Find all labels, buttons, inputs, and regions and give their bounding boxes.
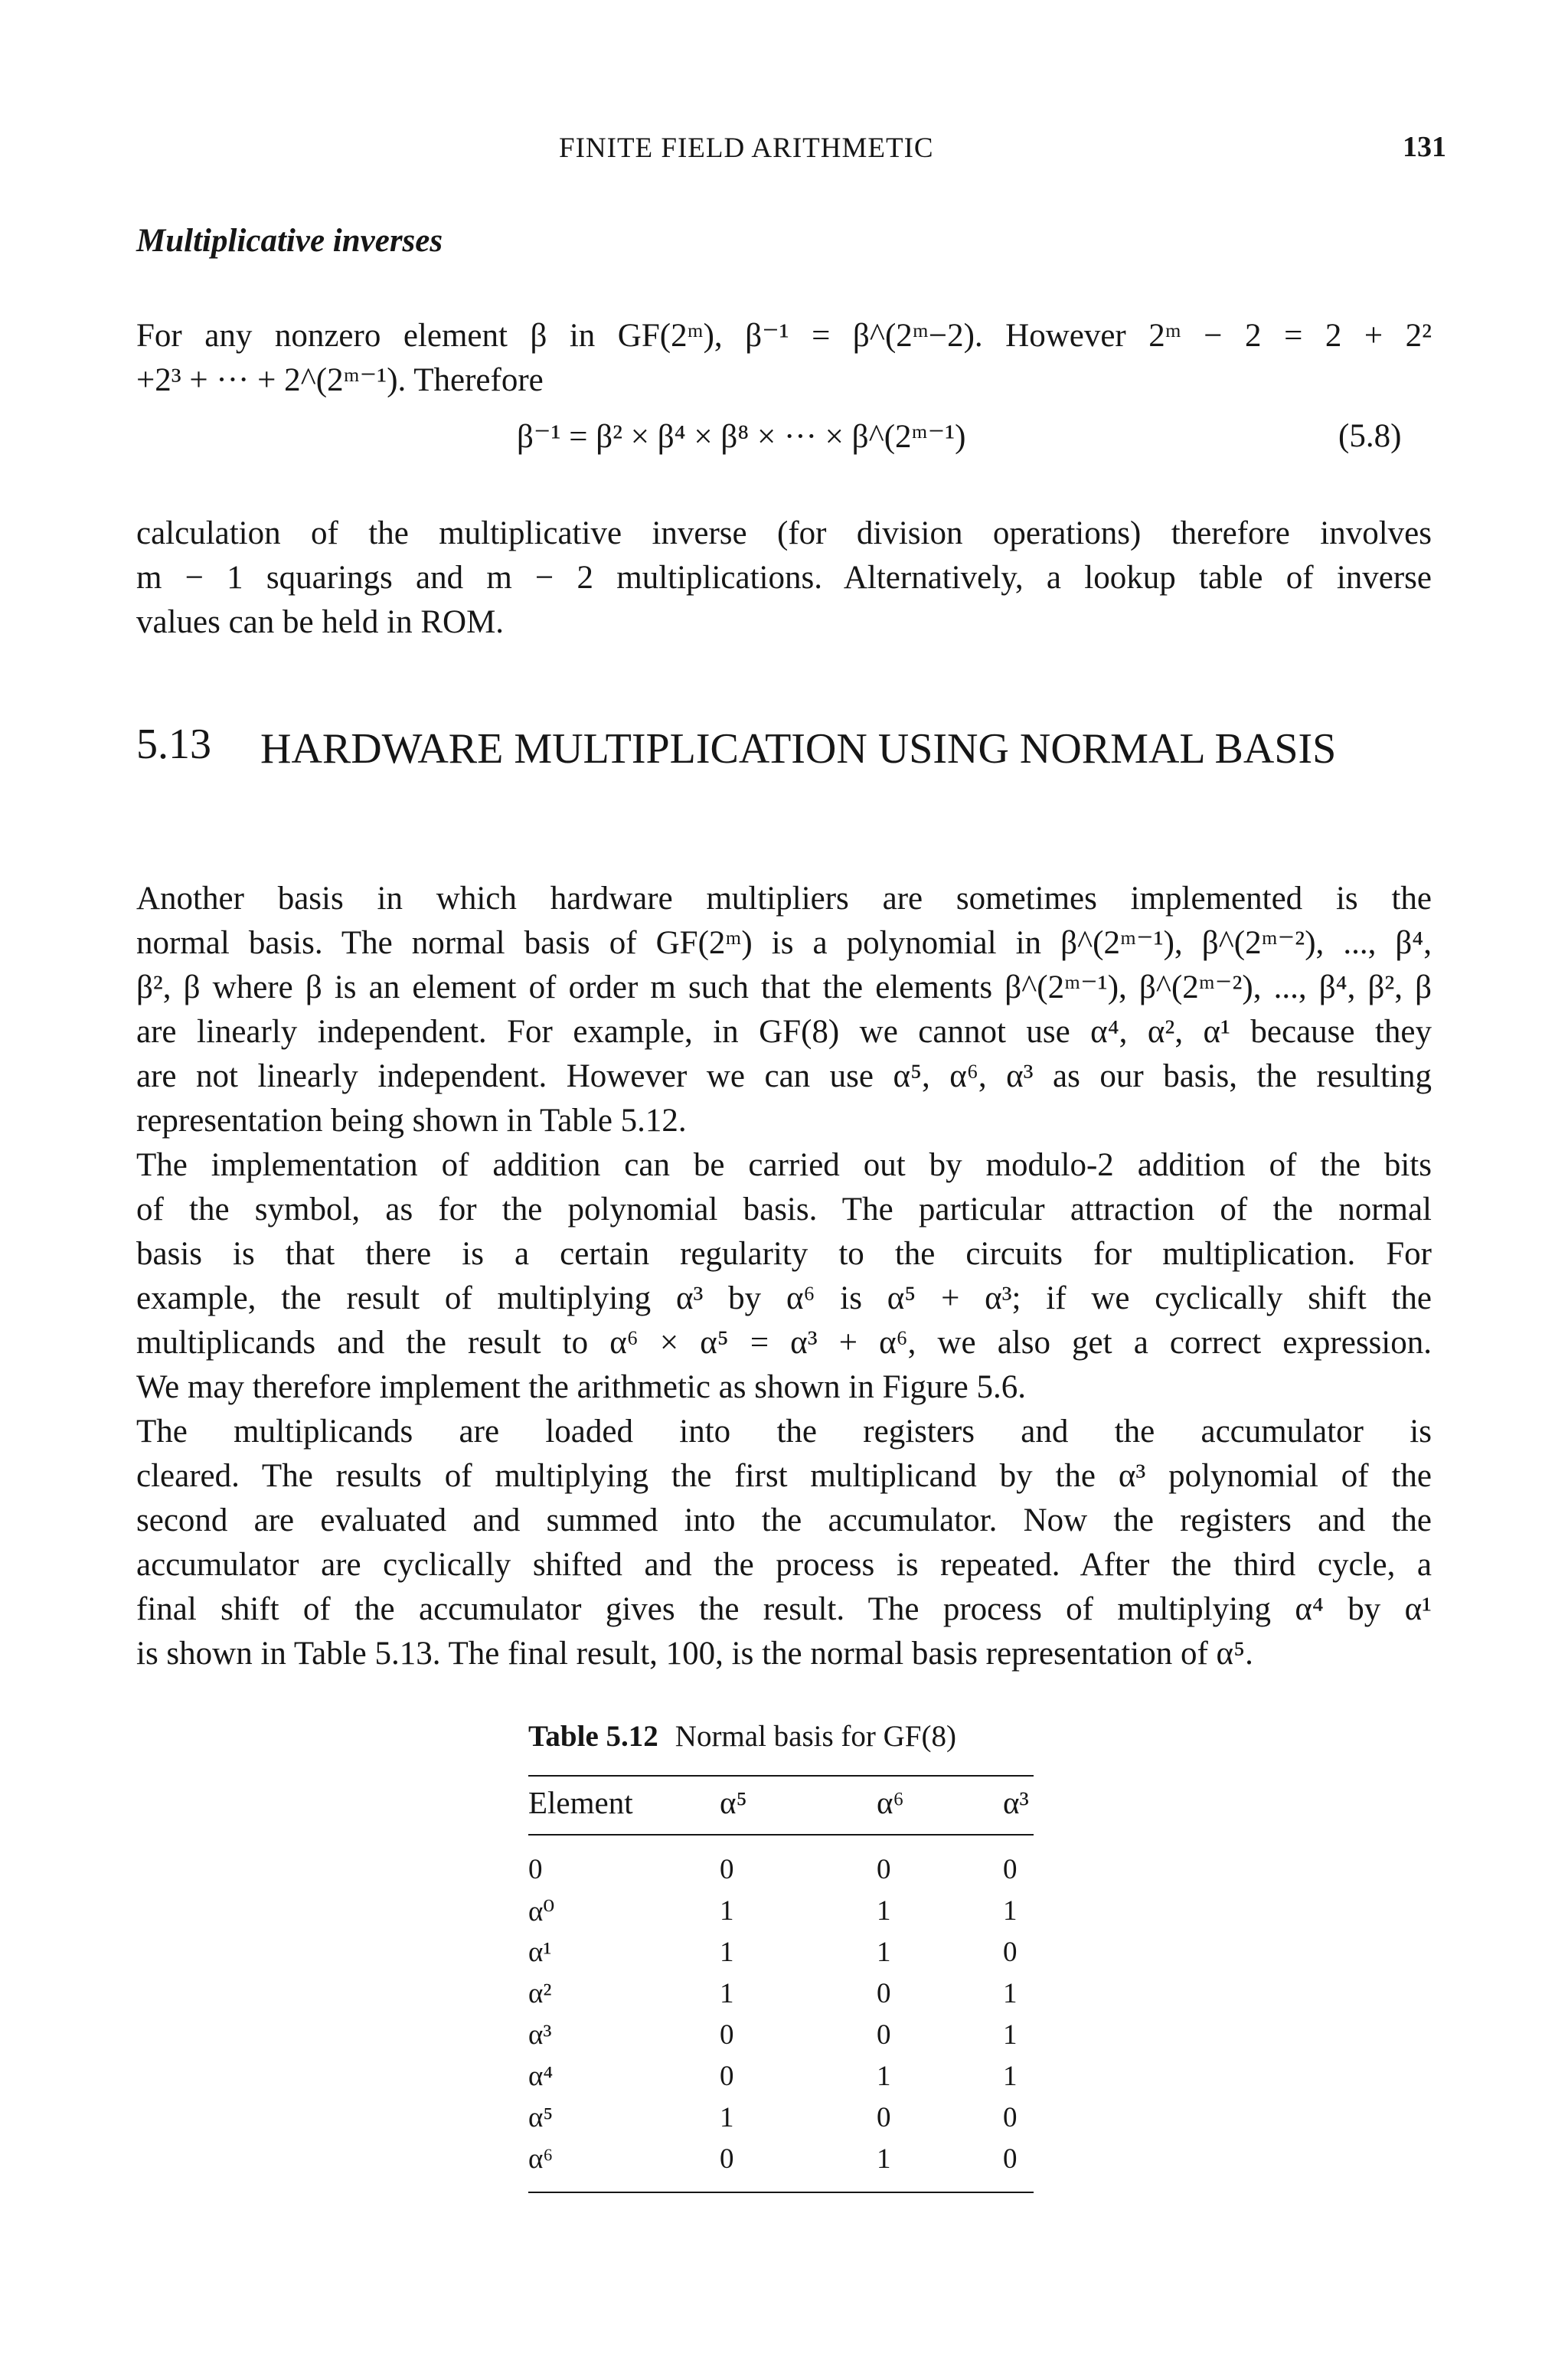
table-cell: 0 (720, 2019, 734, 2051)
table-caption (528, 1719, 956, 1754)
table-cell: 1 (877, 2143, 891, 2175)
table-header-cell: α⁵ (720, 1785, 747, 1820)
table-cell: 0 (528, 1854, 543, 1885)
table-header-row (528, 1784, 1034, 1830)
subsection-title: Multiplicative inverses (136, 223, 443, 259)
table-header-rule (528, 1834, 1034, 1836)
table-cell: 1 (877, 1895, 891, 1927)
table-cell: 1 (1003, 1978, 1018, 2009)
table-cell: 1 (720, 1895, 734, 1927)
text-line: representation being shown in Table 5.12. (136, 1103, 687, 1139)
text-line: cleared. The results of multiplying the first multiplicand by the α³ polynomial of the (136, 1458, 1432, 1494)
text-line: accumulator are cyclically shifted and the process is repeated. After the third cycle, a (136, 1547, 1432, 1583)
table-bottom-rule (528, 2192, 1034, 2193)
table-cell: 0 (1003, 2102, 1018, 2133)
text-line: calculation of the multiplicative inverse (for division operations) therefore involves (136, 515, 1432, 551)
page-number: 131 (1403, 131, 1446, 163)
multiplication-process-paragraph (136, 1410, 1432, 1676)
text-line: m − 1 squarings and m − 2 multiplications. Alternatively, a lookup table of inverse (136, 560, 1432, 596)
text-line: values can be held in ROM. (136, 604, 505, 640)
text-line: are linearly independent. For example, in GF(8) we cannot use α⁴, α², α¹ because they (136, 1014, 1432, 1050)
table-cell: 1 (877, 2061, 891, 2092)
table-row (528, 2060, 1034, 2101)
table-cell: 1 (720, 1937, 734, 1968)
table-row (528, 2019, 1034, 2060)
text-line: The implementation of addition can be carried out by modulo-2 addition of the bits (136, 1147, 1432, 1183)
table-row (528, 2101, 1034, 2143)
table-header-cell: Element (528, 1785, 633, 1820)
table-header-cell: α⁶ (877, 1785, 904, 1820)
table-cell: 1 (877, 1937, 891, 1968)
table-row (528, 1894, 1034, 1936)
inverse-intro-paragraph (136, 314, 1432, 403)
table-row (528, 1977, 1034, 2019)
table-cell: α⁵ (528, 2102, 554, 2133)
table-caption-text: Normal basis for GF(8) (675, 1720, 956, 1753)
text-line: We may therefore implement the arithmetic as shown in Figure 5.6. (136, 1369, 1026, 1405)
text-line: The multiplicands are loaded into the registers and the accumulator is (136, 1414, 1432, 1450)
table-cell: α⁶ (528, 2143, 554, 2175)
table-cell: 0 (1003, 1937, 1018, 1968)
inverse-explanation-paragraph (136, 512, 1432, 645)
table-cell: 1 (720, 1978, 734, 2009)
section-number: 5.13 (136, 721, 211, 768)
table-cell: α⁰ (528, 1896, 555, 1927)
text-line: second are evaluated and summed into the accumulator. Now the registers and the (136, 1502, 1432, 1538)
text-line: +2³ + ··· + 2^(2ᵐ⁻¹). Therefore (136, 362, 544, 398)
running-head: FINITE FIELD ARITHMETIC (559, 132, 934, 164)
table-cell: 0 (877, 1854, 891, 1885)
table-row (528, 1936, 1034, 1977)
table-cell: α¹ (528, 1937, 552, 1968)
text-line: are not linearly independent. However we can use α⁵, α⁶, α³ as our basis, the resulting (136, 1058, 1432, 1094)
table-cell: 0 (720, 2143, 734, 2175)
addition-paragraph (136, 1143, 1432, 1410)
table-cell: 0 (877, 2019, 891, 2051)
equation-5-8: β⁻¹ = β² × β⁴ × β⁸ × ··· × β^(2ᵐ⁻¹) (517, 419, 966, 455)
text-line: final shift of the accumulator gives the result. The process of multiplying α⁴ by α¹ (136, 1591, 1432, 1627)
table-cell: 1 (1003, 2019, 1018, 2051)
table-cell: 0 (877, 1978, 891, 2009)
table-cell: α² (528, 1978, 552, 2009)
text-line: Another basis in which hardware multipliers are sometimes implemented is the (136, 881, 1432, 917)
table-cell: 1 (1003, 2061, 1018, 2092)
table-cell: 0 (877, 2102, 891, 2133)
table-top-rule (528, 1775, 1034, 1777)
table-cell: 1 (720, 2102, 734, 2133)
table-cell: 0 (720, 2061, 734, 2092)
text-line: For any nonzero element β in GF(2ᵐ), β⁻¹ = β^(2ᵐ−2). However 2ᵐ − 2 = 2 + 2² (136, 318, 1432, 354)
normal-basis-paragraph (136, 877, 1432, 1143)
text-line: of the symbol, as for the polynomial basis. The particular attraction of the normal (136, 1192, 1432, 1227)
text-line: is shown in Table 5.13. The final result, 100, is the normal basis representation of α⁵. (136, 1636, 1253, 1672)
table-cell: α³ (528, 2019, 552, 2051)
table-cell: 0 (1003, 2143, 1018, 2175)
equation-number: (5.8) (1338, 418, 1402, 454)
text-line: β², β where β is an element of order m such that the elements β^(2ᵐ⁻¹), β^(2ᵐ⁻²), ..., β⁴, β², β (136, 969, 1432, 1005)
table-cell: α⁴ (528, 2061, 554, 2092)
table-caption-number: Table 5.12 (528, 1720, 658, 1753)
section-title: HARDWARE MULTIPLICATION USING NORMAL BASIS (260, 725, 1337, 773)
text-line: normal basis. The normal basis of GF(2ᵐ) is a polynomial in β^(2ᵐ⁻¹), β^(2ᵐ⁻²), ..., β⁴, (136, 925, 1432, 961)
table-cell: 1 (1003, 1895, 1018, 1927)
text-line: multiplicands and the result to α⁶ × α⁵ = α³ + α⁶, we also get a correct expression. (136, 1325, 1432, 1361)
text-line: example, the result of multiplying α³ by α⁶ is α⁵ + α³; if we cyclically shift the (136, 1280, 1432, 1316)
table-cell: 0 (1003, 1854, 1018, 1885)
table-row (528, 2143, 1034, 2184)
table-cell: 0 (720, 1854, 734, 1885)
table-body (528, 1853, 1034, 2184)
text-line: basis is that there is a certain regularity to the circuits for multiplication. For (136, 1236, 1432, 1272)
table-row (528, 1853, 1034, 1894)
table-header-cell: α³ (1003, 1785, 1029, 1820)
